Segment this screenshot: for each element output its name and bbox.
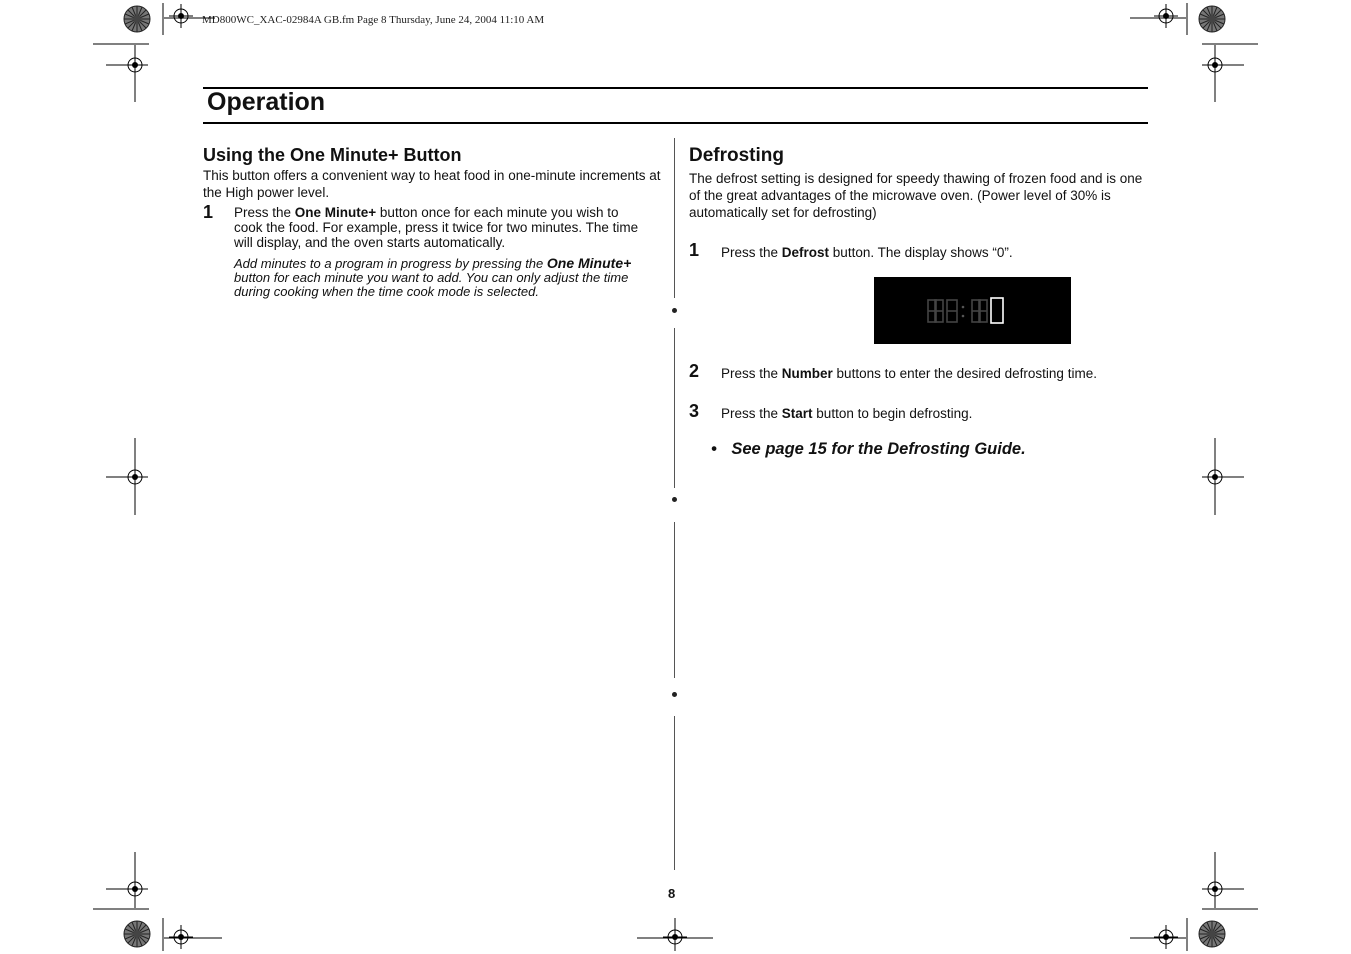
step-text: Press the xyxy=(721,245,782,260)
button-name: Defrost xyxy=(781,245,830,260)
step-line: will display, and the oven starts automatically. xyxy=(234,235,506,250)
step-number: 1 xyxy=(203,202,214,222)
guide-reference: See page 15 for the Defrosting Guide. xyxy=(731,440,1026,458)
note-line: during cooking when the time cook mode is selected. xyxy=(234,284,539,299)
step-number: 1 xyxy=(689,240,700,260)
one-minute-heading: Using the One Minute+ Button xyxy=(203,145,462,165)
registration-mark-icon xyxy=(123,53,147,77)
step-text: buttons to enter the desired defrosting time. xyxy=(832,366,1097,381)
registration-mark-icon xyxy=(1203,53,1227,77)
step-number: 3 xyxy=(689,401,700,421)
step-number: 2 xyxy=(689,361,700,381)
intro-line: This button offers a convenient way to heat food in one-minute increments at xyxy=(203,168,661,183)
step-text: button to begin defrosting. xyxy=(812,406,973,421)
registration-mark-icon xyxy=(123,465,147,489)
color-wheel-icon xyxy=(1199,921,1225,947)
step-text: button once for each minute you wish to xyxy=(376,205,619,220)
registration-mark-icon xyxy=(169,4,193,28)
defrosting-heading: Defrosting xyxy=(689,145,784,166)
color-wheel-icon xyxy=(124,921,150,947)
intro-line: The defrost setting is designed for speedy thawing of frozen food and is one xyxy=(689,171,1143,186)
color-wheel-icon xyxy=(124,6,150,32)
page-number: 8 xyxy=(668,886,676,901)
intro-line: automatically set for defrosting) xyxy=(689,205,877,220)
button-name: Start xyxy=(781,406,813,421)
registration-mark-icon xyxy=(1203,877,1227,901)
step-text: Press the xyxy=(721,366,782,381)
intro-line: the High power level. xyxy=(203,185,330,200)
registration-mark-icon xyxy=(663,925,687,949)
step-line: cook the food. For example, press it twice for two minutes. The time xyxy=(234,220,639,235)
registration-mark-icon xyxy=(1154,925,1178,949)
bullet-icon: • xyxy=(711,440,717,458)
step-text: button. The display shows “0”. xyxy=(829,245,1013,260)
button-name: One Minute+ xyxy=(294,205,377,220)
file-header-line: MD800WC_XAC-02984A GB.fm Page 8 Thursday, June 24, 2004 11:10 AM xyxy=(202,14,545,26)
registration-mark-icon xyxy=(123,877,147,901)
page-title: Operation xyxy=(207,88,326,116)
button-name: One Minute+ xyxy=(546,255,632,271)
registration-mark-icon xyxy=(1203,465,1227,489)
color-wheel-icon xyxy=(1199,6,1225,32)
button-name: Number xyxy=(781,366,833,381)
registration-mark-icon xyxy=(1154,4,1178,28)
note-line: button for each minute you want to add. You can only adjust the time xyxy=(234,270,629,285)
step-text: Press the xyxy=(721,406,782,421)
step-text: Press the xyxy=(234,205,295,220)
note-text: Add minutes to a program in progress by pressing the xyxy=(234,256,547,271)
intro-line: of the great advantages of the microwave oven. (Power level of 30% is xyxy=(689,188,1111,203)
registration-mark-icon xyxy=(169,925,193,949)
